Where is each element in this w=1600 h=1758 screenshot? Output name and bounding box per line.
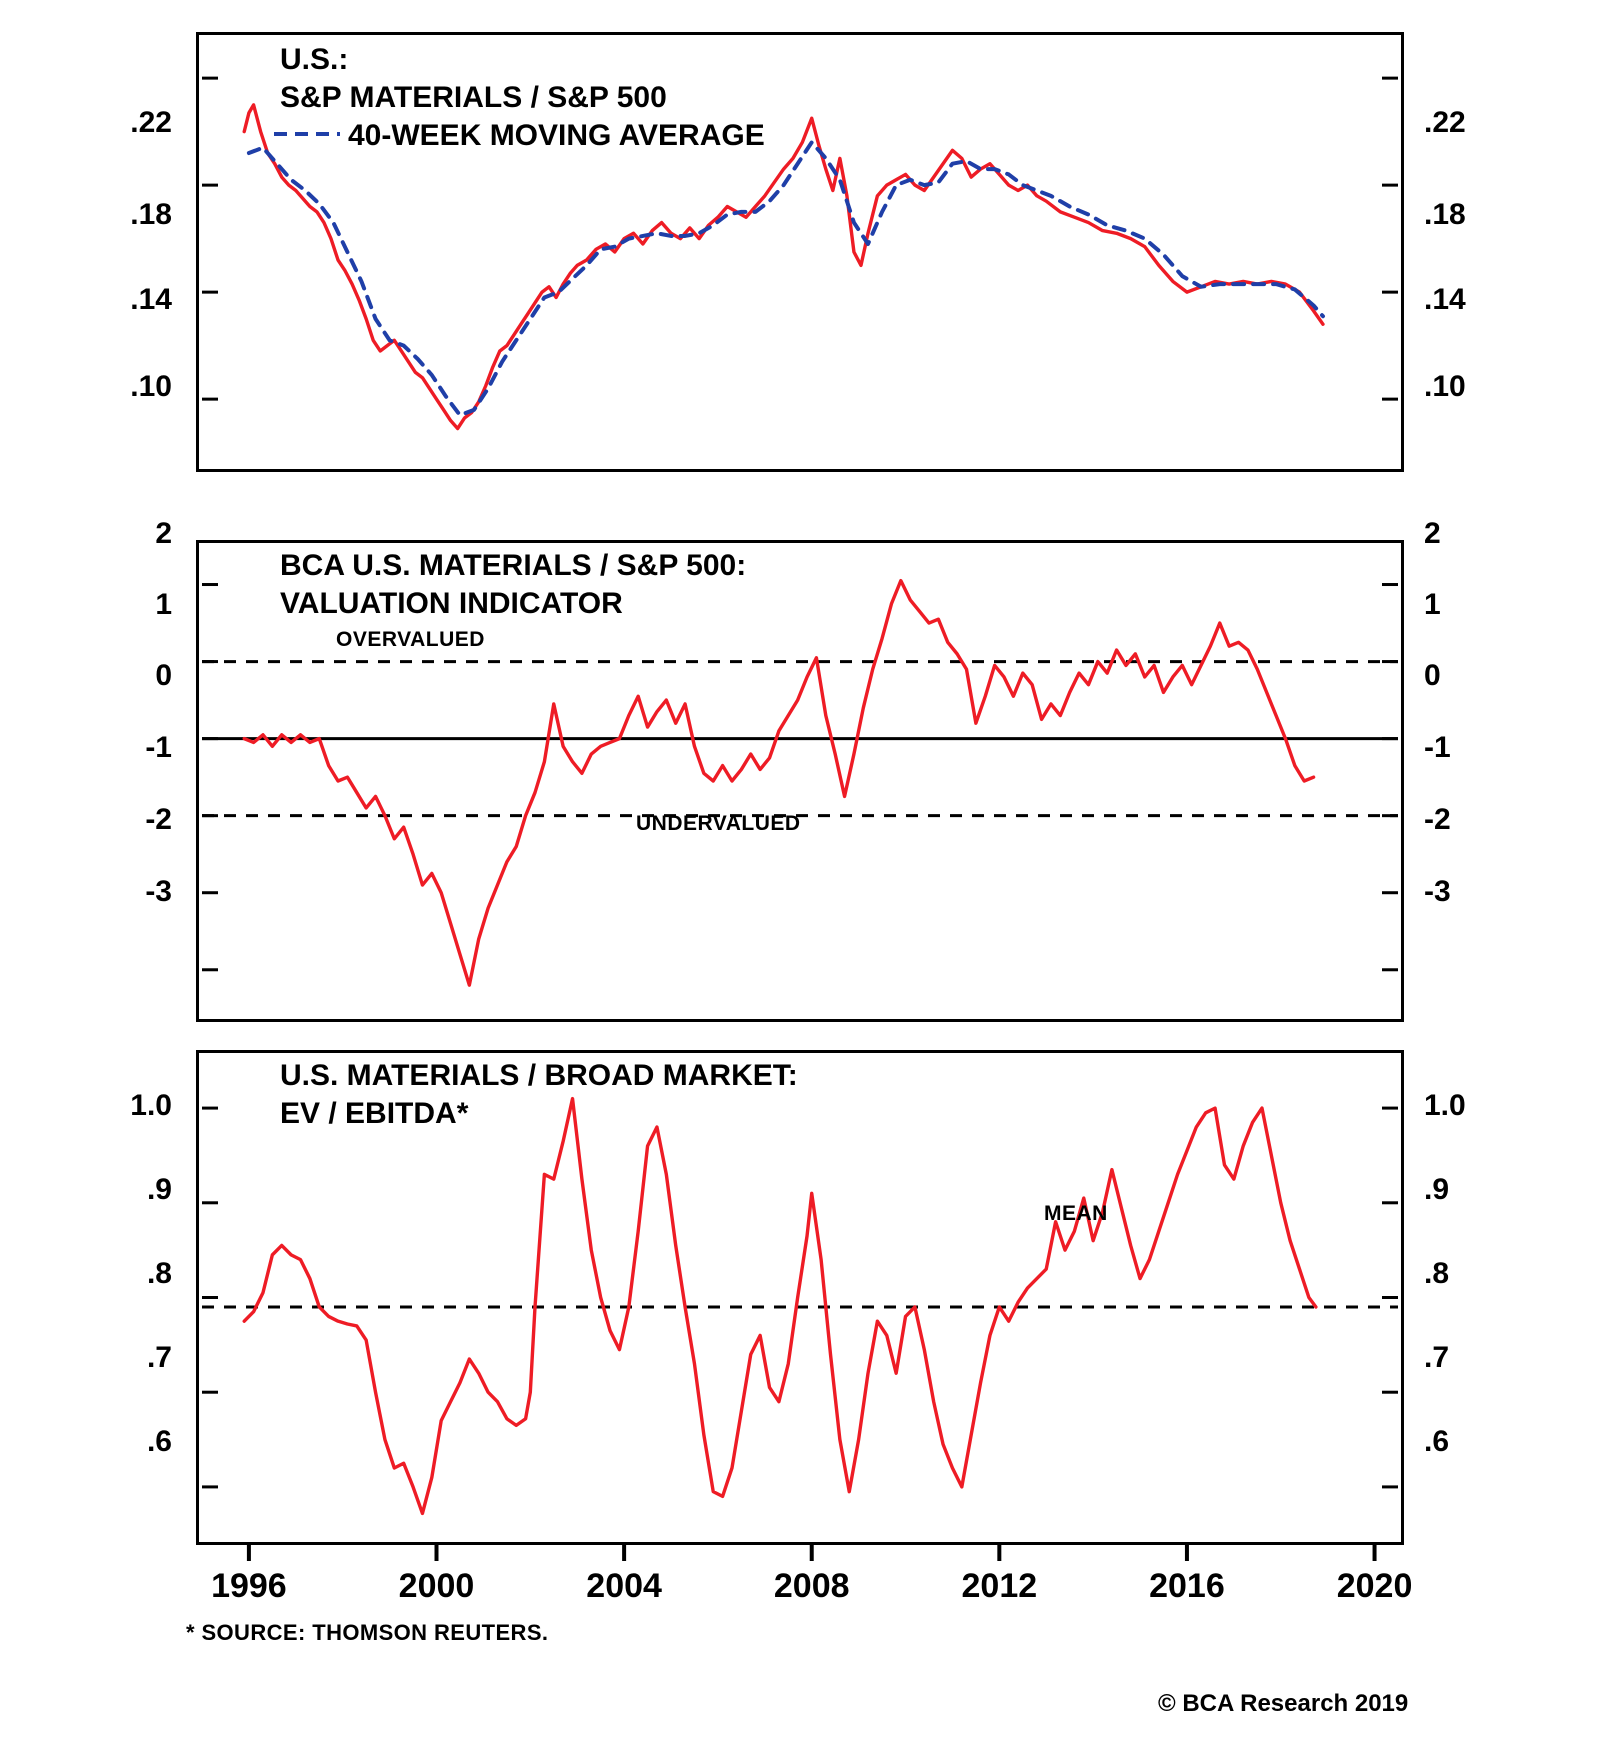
x-axis-tick-2000: 2000 [398,1567,475,1605]
ytick-bot-left-4: .6 [146,1425,172,1458]
panel-top-title-line2: S&P MATERIALS / S&P 500 [280,81,667,114]
ytick-top-right-2: .14 [1424,283,1466,316]
ytick-mid-right-5: -3 [1424,875,1451,908]
panel-middle-title-line1: BCA U.S. MATERIALS / S&P 500: [280,549,747,582]
ytick-bot-right-1: .9 [1424,1173,1450,1206]
x-axis-tick-2012: 2012 [961,1567,1038,1605]
x-axis-tick-2016: 2016 [1149,1567,1225,1605]
source-note: * SOURCE: THOMSON REUTERS. [186,1620,549,1645]
ytick-mid-right-1: 1 [1424,588,1441,621]
ytick-bot-left-0: 1.0 [130,1089,172,1122]
undervalued-label: UNDERVALUED [636,812,801,835]
ytick-mid-left-4: -2 [145,803,172,836]
ytick-mid-right-4: -2 [1424,803,1451,836]
x-axis-tick-2020: 2020 [1336,1567,1413,1605]
ytick-mid-left-1: 1 [155,588,172,621]
series-line [249,142,1323,415]
ytick-mid-left-3: -1 [145,731,172,764]
panel-top-legend-label: 40-WEEK MOVING AVERAGE [348,119,765,152]
ytick-mid-left-5: -3 [145,875,172,908]
ytick-top-right-3: .10 [1424,370,1466,403]
ytick-mid-right-2: 0 [1424,659,1441,692]
overvalued-label: OVERVALUED [336,628,485,651]
panel-ev-ebitda [196,1050,1404,1545]
ytick-top-left-2: .14 [130,283,172,316]
ytick-bot-left-2: .8 [146,1257,172,1290]
mean-label: MEAN [1044,1202,1108,1225]
ytick-bot-right-0: 1.0 [1424,1089,1466,1122]
x-axis [196,1545,1404,1565]
ytick-mid-left-2: 0 [155,659,172,692]
x-axis-tick-1996: 1996 [211,1567,287,1605]
ytick-top-left-3: .10 [130,370,172,403]
ytick-top-left-1: .18 [130,198,172,231]
ytick-mid-left-0: 2 [155,517,172,550]
ytick-mid-right-3: -1 [1424,731,1451,764]
ytick-mid-right-0: 2 [1424,517,1441,550]
panel-bottom-title-line1: U.S. MATERIALS / BROAD MARKET: [280,1059,798,1092]
panel-valuation-indicator [196,540,1404,1022]
ytick-bot-right-4: .6 [1424,1425,1450,1458]
ytick-bot-right-3: .7 [1424,1341,1450,1374]
moving-average-legend-swatch [274,130,340,138]
ytick-top-left-0: .22 [130,106,172,139]
ytick-top-right-1: .18 [1424,198,1466,231]
x-axis-tick-2004: 2004 [586,1567,662,1605]
ytick-bot-right-2: .8 [1424,1257,1450,1290]
panel-bottom-title-line2: EV / EBITDA* [280,1097,469,1130]
panel-middle-title-line2: VALUATION INDICATOR [280,587,623,620]
copyright-note: © BCA Research 2019 [1158,1690,1409,1717]
panel-top-title-line1: U.S.: [280,43,349,76]
ytick-top-right-0: .22 [1424,106,1466,139]
panel-materials-ratio [196,32,1404,472]
ytick-bot-left-3: .7 [146,1341,172,1374]
ytick-bot-left-1: .9 [146,1173,172,1206]
x-axis-tick-2008: 2008 [773,1567,850,1605]
